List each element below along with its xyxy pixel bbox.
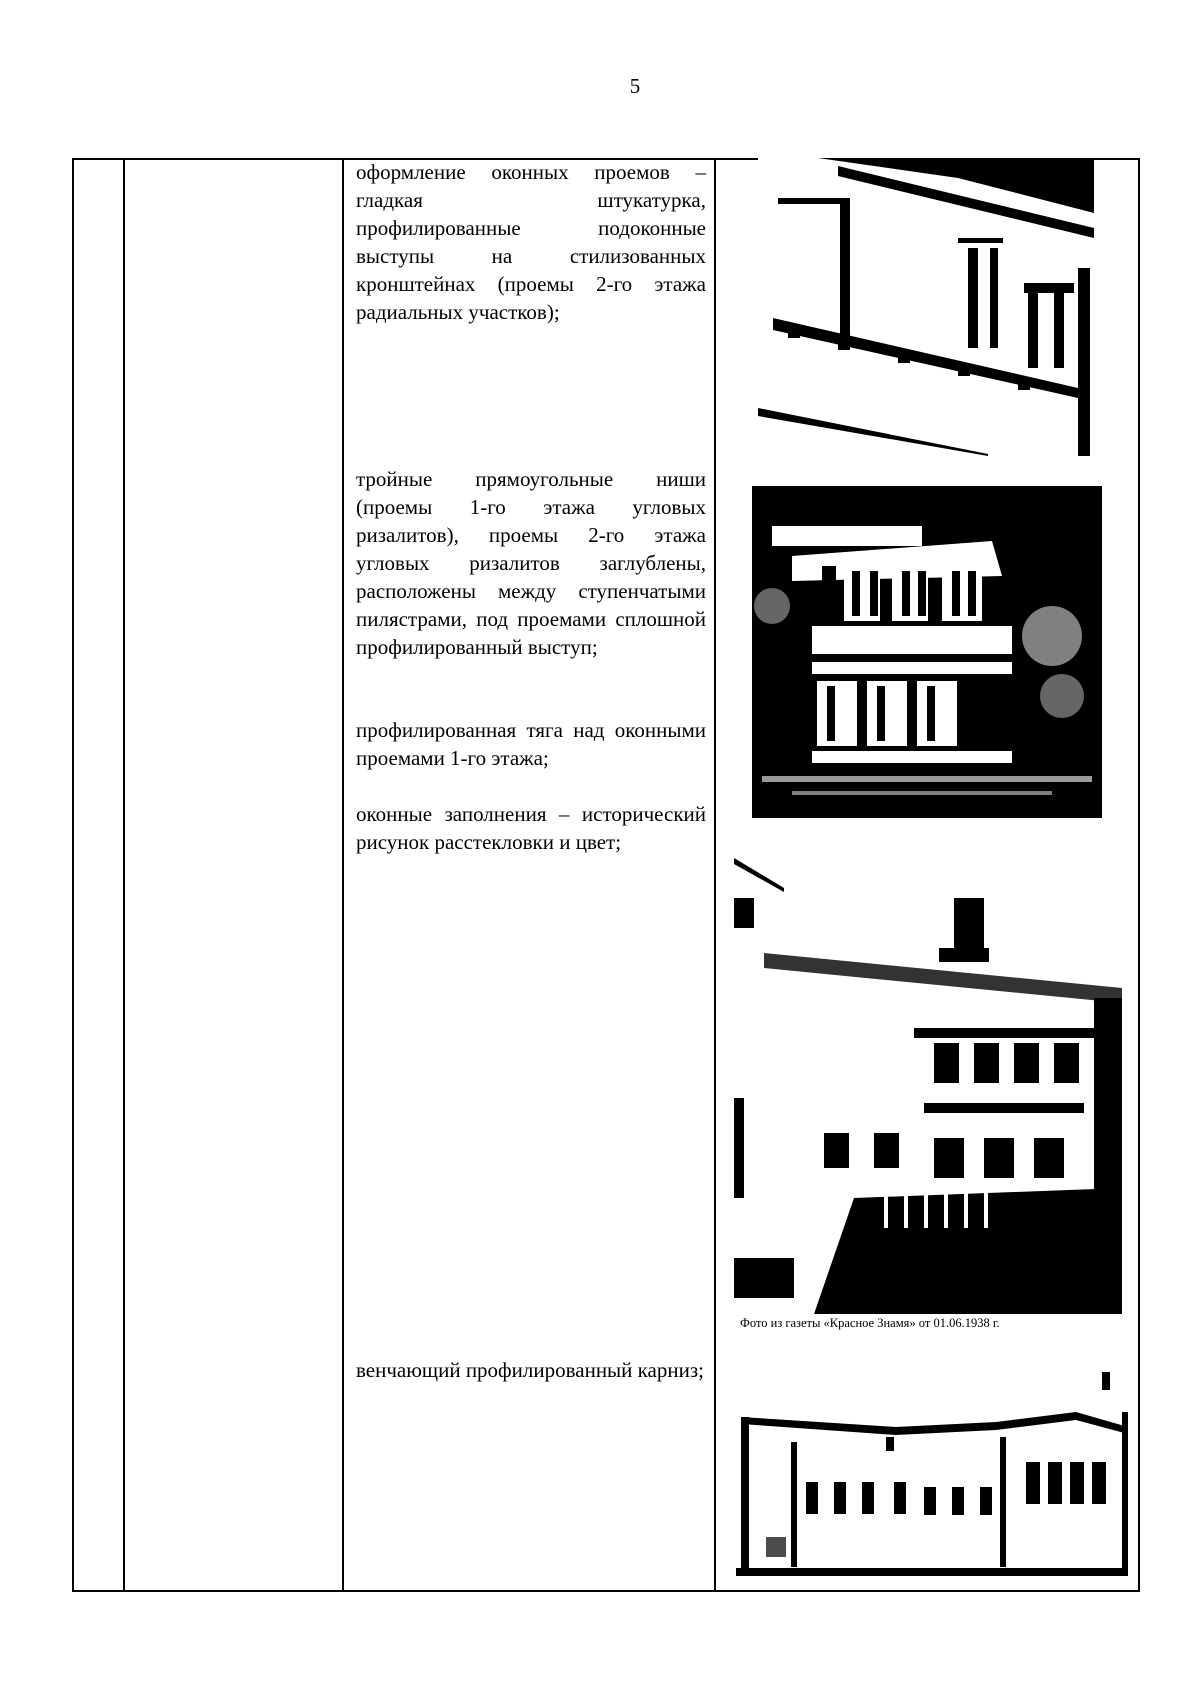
column-divider-1 <box>123 158 125 1592</box>
column-divider-3 <box>714 158 716 1592</box>
photo-historical-newspaper <box>734 858 1122 1314</box>
feature-description-crowning-cornice: венчающий профилированный карниз; <box>356 1358 704 1382</box>
feature-description-cornice-belt: профилированная тяга над оконными проемами 1-го этажа; <box>356 718 706 770</box>
feature-description-triple-niches: тройные прямоугольные ниши (проемы 1-го этажа угловых ризалитов), проемы 2-го этажа угловых ризалитов заглублены, расположены между ступенчатыми пилястрами, под проемами сплошной профилированный выступ; <box>356 467 706 659</box>
feature-description-window-fillings: оконные заполнения – исторический рисунок расстекловки и цвет; <box>356 802 706 854</box>
column-divider-2 <box>342 158 344 1592</box>
page-number: 5 <box>629 74 641 98</box>
photo-caption: Фото из газеты «Красное Знамя» от 01.06.1938 г. <box>740 1316 1000 1330</box>
feature-description-window-trim: оформление оконных проемов – гладкая штукатурка, профилированные подоконные выступы на стилизованных кронштейнах (проемы 2-го этажа радиальных участков); <box>356 160 706 324</box>
photo-building-cornice <box>736 1372 1128 1576</box>
photo-corner-risalit <box>752 486 1102 818</box>
photo-window-sills <box>758 158 1094 456</box>
